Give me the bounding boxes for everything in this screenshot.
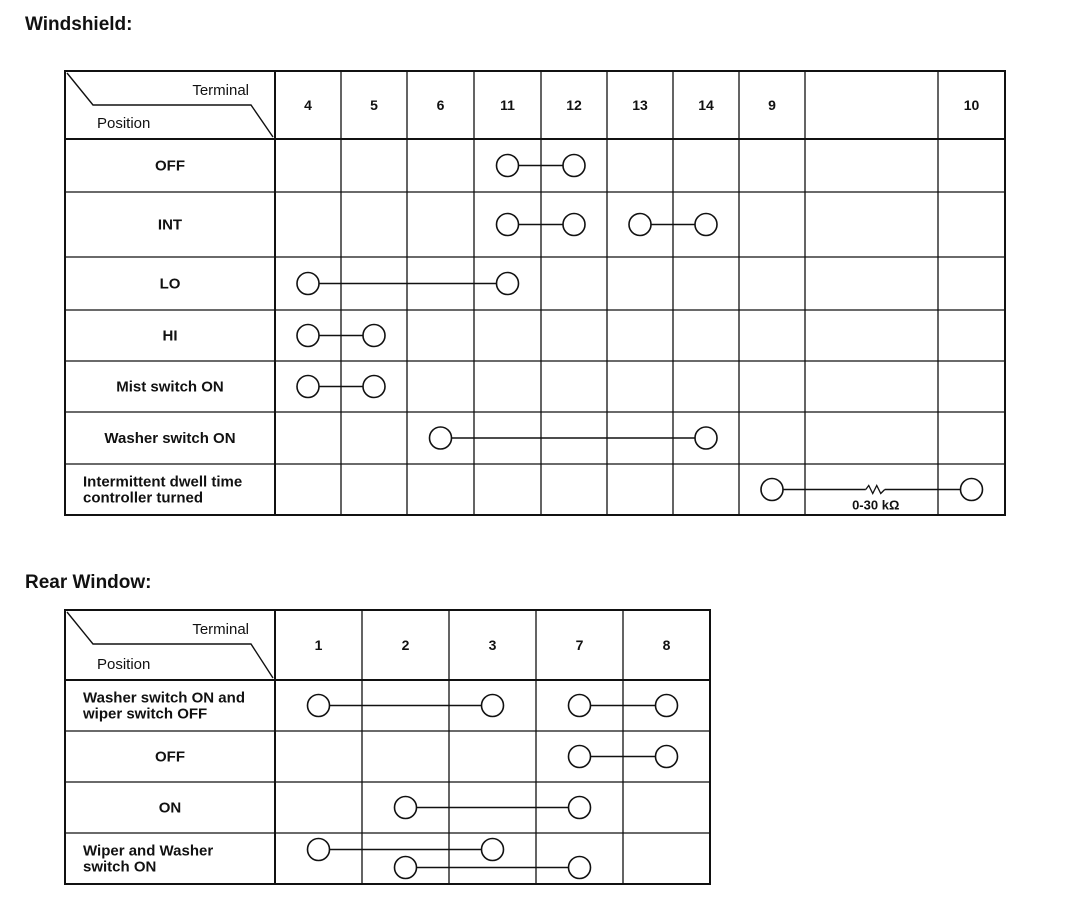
terminal-column-label: 11 <box>500 97 515 113</box>
terminal-connection-circle <box>308 839 330 861</box>
terminal-column-label: 7 <box>575 637 584 653</box>
position-row-label: controller turned <box>83 489 204 507</box>
resistance-range-label: 0-30 kΩ <box>852 497 900 513</box>
terminal-column-label: 4 <box>304 97 312 113</box>
continuity-link <box>308 695 504 717</box>
terminal-connection-circle <box>482 695 504 717</box>
position-row-label: Washer switch ON and <box>83 689 245 707</box>
position-row-label: Mist switch ON <box>116 378 224 396</box>
position-row-label: OFF <box>155 748 185 766</box>
position-row-label: Intermittent dwell time <box>83 473 243 491</box>
position-row-label: HI <box>162 327 178 345</box>
terminal-column-label: 14 <box>698 97 714 113</box>
position-row-label: Washer switch ON <box>104 430 236 447</box>
terminal-connection-circle <box>569 746 591 768</box>
terminal-column-label: 9 <box>768 97 776 113</box>
terminal-column-label: 12 <box>566 97 582 113</box>
position-row-label: INT <box>157 216 183 234</box>
terminal-connection-circle <box>308 695 330 717</box>
terminal-column-label: 2 <box>401 637 410 653</box>
header-terminal-label: Terminal <box>192 82 249 99</box>
terminal-column-label: 6 <box>436 97 445 113</box>
terminal-column-label: 5 <box>370 97 378 113</box>
header-terminal-label: Terminal <box>192 621 249 638</box>
rear-window-heading: Rear Window: <box>25 572 152 593</box>
position-row-label: OFF <box>155 157 185 175</box>
terminal-connection-circle <box>569 695 591 717</box>
position-row-label: wiper switch OFF <box>83 705 208 723</box>
terminal-connection-circle <box>482 839 504 861</box>
header-position-label: Position <box>97 115 151 132</box>
position-row-label: switch ON <box>83 858 157 876</box>
terminal-column-label: 8 <box>662 637 671 653</box>
continuity-link <box>395 797 591 819</box>
terminal-column-label: 13 <box>632 97 648 113</box>
terminal-column-label: 10 <box>963 97 980 113</box>
terminal-column-label: 1 <box>314 637 323 653</box>
terminal-column-label: 3 <box>488 637 497 653</box>
terminal-connection-circle <box>569 797 591 819</box>
position-row-label: ON <box>158 799 182 817</box>
position-row-label: Wiper and Washer <box>83 842 214 860</box>
position-row-label: LO <box>159 275 181 293</box>
terminal-connection-circle <box>395 857 417 879</box>
header-position-label: Position <box>97 656 151 673</box>
terminal-connection-circle <box>656 695 678 717</box>
terminal-connection-circle <box>569 857 591 879</box>
windshield-heading: Windshield: <box>25 14 133 35</box>
terminal-connection-circle <box>656 746 678 768</box>
terminal-connection-circle <box>395 797 417 819</box>
